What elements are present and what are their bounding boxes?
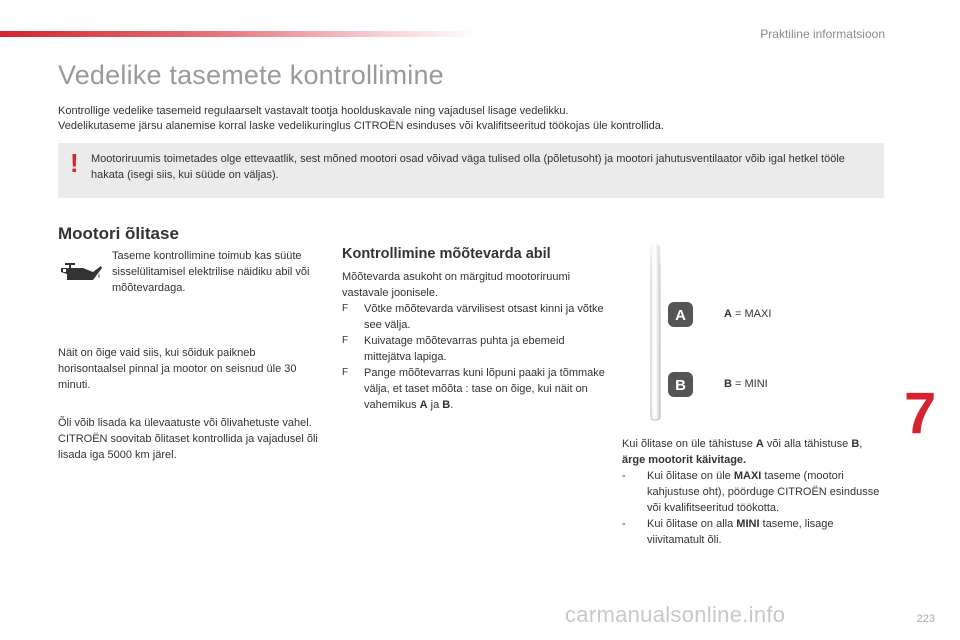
dipstick-step-1: F Võtke mõõtevarda värvilisest otsast kinni ja võtke see välja. [342, 303, 604, 331]
section-header: Praktiline informatsioon [760, 27, 885, 41]
dipstick-step-3: F Pange mõõtevarras kuni lõpuni paaki ja tõmmake välja, et taset mõõta : tase on õige, kui näit on vahemikus A ja B. [342, 367, 605, 411]
dipstick-marker-b [668, 372, 693, 397]
svg-text:B: B [675, 377, 686, 394]
intro-line-2: Vedelikutaseme järsu alanemise korral laske vedelikuringlus CITROËN esinduses või kvalifitseeritud töökojas üle kontrollida. [58, 120, 664, 132]
warning-text: Mootoriruumis toimetades olge ettevaatlik, sest mõned mootori osad võivad väga tulised olla (põletusoht) ja mootori jahutusventilaator võib igal hetkel tööle hakata (isegi siis, kui süüde on väljas). [91, 153, 845, 181]
oil-can-icon [57, 258, 103, 288]
bullet-icon: F [342, 367, 349, 378]
dipstick-illustration [640, 240, 700, 425]
warning-icon: ! [70, 148, 79, 178]
dipstick-step-2: F Kuivatage mõõtevarras puhta ja ebemeid mittejätva lapiga. [342, 335, 565, 363]
oil-check-description: Taseme kontrollimine toimub kas süüte sisselülitamisel elektrilise näidiku abil või mõõtevardaga. [112, 250, 310, 294]
page-title: Vedelike tasemete kontrollimine [58, 60, 444, 90]
intro-text [58, 104, 898, 134]
page-number: 223 [916, 613, 935, 625]
oil-level-heading: Mootori õlitase [58, 224, 179, 243]
svg-text:A: A [675, 307, 686, 324]
oil-level-warning [622, 436, 887, 548]
below-min-item: - Kui õlitase on alla MINI taseme, lisage viivitamatult õli. [622, 518, 834, 546]
header-accent-bar [0, 31, 480, 37]
dipstick-heading: Kontrollimine mõõtevarda abil [342, 246, 551, 262]
watermark: carmanualsonline.info [565, 602, 786, 627]
dipstick-marker-a [668, 302, 693, 327]
chapter-number: 7 [904, 381, 937, 446]
bullet-icon: F [342, 335, 349, 346]
legend-min: B = MINI [724, 378, 768, 390]
oil-level-condition: Näit on õige vaid siis, kui sõiduk paikneb horisontaalsel pinnal ja mootor on seisnud üle 30 minuti. [58, 347, 297, 391]
warning-box [58, 143, 884, 198]
bullet-icon: F [342, 303, 349, 314]
oil-top-up-advice: Õli võib lisada ka ülevaatuste või õlivahetuste vahel. CITROËN soovitab õlitaset kontrollida ja vajadusel õli lisada iga 5000 km järel. [58, 417, 318, 461]
legend-max: A = MAXI [724, 308, 772, 320]
level-limit-text: Kui õlitase on üle tähistuse A või alla tähistuse B, ärge mootorit käivitage. [622, 438, 863, 466]
dipstick-intro: Mõõtevarda asukoht on märgitud mootoriruumi vastavale joonisele. [342, 271, 571, 299]
dipstick-instructions [342, 269, 607, 413]
intro-line-1: Kontrollige vedelike tasemeid regulaarselt vastavalt tootja hoolduskavale ning vajadusel lisage vedelikku. [58, 105, 569, 117]
above-max-item: - Kui õlitase on üle MAXI taseme (mootori kahjustuse oht), pöörduge CITROËN esindusse või kvalifitseeritud töökotta. [622, 470, 880, 514]
